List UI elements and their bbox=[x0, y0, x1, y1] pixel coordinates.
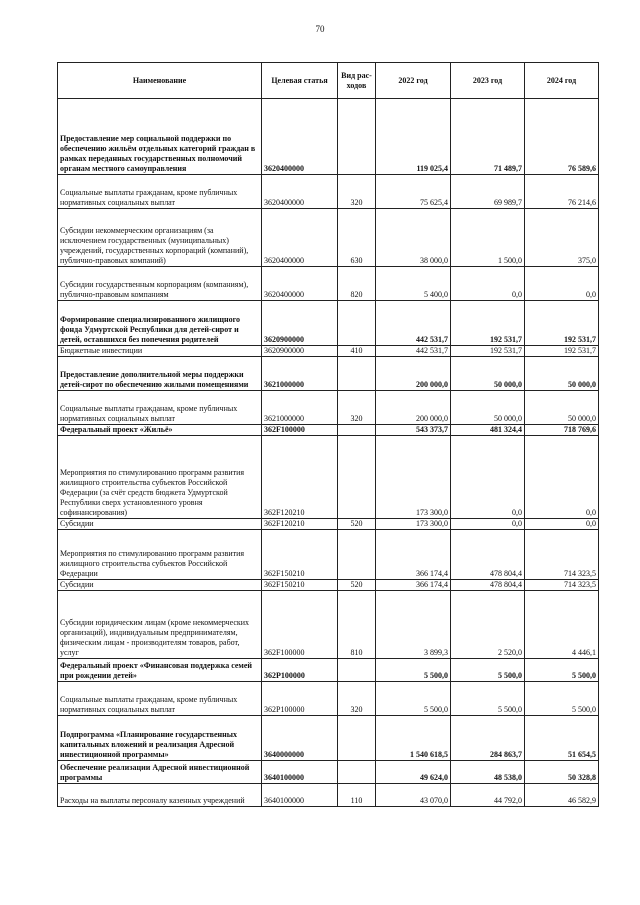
row-2023-cell: 284 863,7 bbox=[451, 716, 525, 761]
row-2022-cell: 366 174,4 bbox=[376, 580, 451, 591]
row-2024-cell: 50 328,8 bbox=[525, 761, 599, 784]
row-2022-cell: 366 174,4 bbox=[376, 530, 451, 580]
row-2024-cell: 5 500,0 bbox=[525, 659, 599, 682]
row-2022-cell: 3 899,3 bbox=[376, 591, 451, 659]
row-vid-cell: 820 bbox=[338, 267, 376, 301]
row-name-cell: Субсидии некоммерческим организациям (за исключением государственных (муниципальных) учреждений, государственных корпораций (компаний), публично-правовых компаний) bbox=[58, 209, 262, 267]
table-row bbox=[58, 436, 599, 519]
row-vid-cell bbox=[338, 301, 376, 346]
row-vid-cell bbox=[338, 530, 376, 580]
table-body bbox=[58, 99, 599, 807]
row-name-cell: Мероприятия по стимулированию программ развития жилищного строительства субъектов Российской Федерации bbox=[58, 530, 262, 580]
row-vid-cell: 110 bbox=[338, 784, 376, 807]
row-2024-cell: 375,0 bbox=[525, 209, 599, 267]
row-vid-cell: 320 bbox=[338, 682, 376, 716]
row-name-cell: Обеспечение реализации Адресной инвестиционной программы bbox=[58, 761, 262, 784]
row-2023-cell: 478 804,4 bbox=[451, 580, 525, 591]
row-code-cell: 3640100000 bbox=[262, 784, 338, 807]
row-2024-cell: 4 446,1 bbox=[525, 591, 599, 659]
table-row bbox=[58, 425, 599, 436]
row-2024-cell: 76 589,6 bbox=[525, 99, 599, 175]
row-2022-cell: 5 500,0 bbox=[376, 659, 451, 682]
row-2023-cell: 481 324,4 bbox=[451, 425, 525, 436]
row-2022-cell: 43 070,0 bbox=[376, 784, 451, 807]
table-header-row bbox=[58, 63, 599, 99]
page-number: 70 bbox=[315, 24, 325, 34]
row-vid-cell: 520 bbox=[338, 519, 376, 530]
row-vid-cell: 630 bbox=[338, 209, 376, 267]
header-code: Целевая статья bbox=[262, 63, 338, 99]
row-2022-cell: 173 300,0 bbox=[376, 436, 451, 519]
table-row bbox=[58, 267, 599, 301]
row-2022-cell: 49 624,0 bbox=[376, 761, 451, 784]
budget-table bbox=[57, 62, 599, 807]
row-2023-cell: 192 531,7 bbox=[451, 301, 525, 346]
row-name-cell: Субсидии государственным корпорациям (компаниям), публично-правовым компаниям bbox=[58, 267, 262, 301]
table-row bbox=[58, 784, 599, 807]
row-code-cell: 362F100000 bbox=[262, 591, 338, 659]
row-code-cell: 3621000000 bbox=[262, 391, 338, 425]
row-code-cell: 362F100000 bbox=[262, 425, 338, 436]
row-2023-cell: 44 792,0 bbox=[451, 784, 525, 807]
row-2023-cell: 2 520,0 bbox=[451, 591, 525, 659]
row-name-cell: Социальные выплаты гражданам, кроме публичных нормативных социальных выплат bbox=[58, 391, 262, 425]
row-code-cell: 3640000000 bbox=[262, 716, 338, 761]
row-2022-cell: 442 531,7 bbox=[376, 301, 451, 346]
row-2022-cell: 5 500,0 bbox=[376, 682, 451, 716]
row-code-cell: 3620400000 bbox=[262, 267, 338, 301]
row-2024-cell: 0,0 bbox=[525, 519, 599, 530]
table-row bbox=[58, 591, 599, 659]
row-name-cell: Федеральный проект «Финансовая поддержка семей при рождении детей» bbox=[58, 659, 262, 682]
row-code-cell: 362F120210 bbox=[262, 519, 338, 530]
row-2023-cell: 0,0 bbox=[451, 519, 525, 530]
row-2024-cell: 718 769,6 bbox=[525, 425, 599, 436]
row-2022-cell: 173 300,0 bbox=[376, 519, 451, 530]
row-2023-cell: 478 804,4 bbox=[451, 530, 525, 580]
row-2023-cell: 0,0 bbox=[451, 267, 525, 301]
table-row bbox=[58, 580, 599, 591]
row-2023-cell: 71 489,7 bbox=[451, 99, 525, 175]
row-name-cell: Расходы на выплаты персоналу казенных учреждений bbox=[58, 784, 262, 807]
table-row bbox=[58, 716, 599, 761]
row-2022-cell: 5 400,0 bbox=[376, 267, 451, 301]
row-code-cell: 3620400000 bbox=[262, 99, 338, 175]
row-2024-cell: 192 531,7 bbox=[525, 301, 599, 346]
table-row bbox=[58, 357, 599, 391]
row-code-cell: 3620900000 bbox=[262, 346, 338, 357]
row-code-cell: 362P100000 bbox=[262, 682, 338, 716]
row-code-cell: 3620400000 bbox=[262, 209, 338, 267]
row-code-cell: 362F150210 bbox=[262, 530, 338, 580]
row-2024-cell: 0,0 bbox=[525, 267, 599, 301]
row-2024-cell: 51 654,5 bbox=[525, 716, 599, 761]
row-2024-cell: 5 500,0 bbox=[525, 682, 599, 716]
row-name-cell: Бюджетные инвестиции bbox=[58, 346, 262, 357]
row-vid-cell: 320 bbox=[338, 175, 376, 209]
row-vid-cell: 810 bbox=[338, 591, 376, 659]
row-name-cell: Социальные выплаты гражданам, кроме публичных нормативных социальных выплат bbox=[58, 682, 262, 716]
row-2024-cell: 76 214,6 bbox=[525, 175, 599, 209]
header-2023: 2023 год bbox=[451, 63, 525, 99]
table-row bbox=[58, 659, 599, 682]
row-2022-cell: 119 025,4 bbox=[376, 99, 451, 175]
row-vid-cell bbox=[338, 425, 376, 436]
row-vid-cell bbox=[338, 659, 376, 682]
row-code-cell: 362P100000 bbox=[262, 659, 338, 682]
row-2024-cell: 50 000,0 bbox=[525, 391, 599, 425]
table-row bbox=[58, 209, 599, 267]
table-row bbox=[58, 175, 599, 209]
row-2023-cell: 0,0 bbox=[451, 436, 525, 519]
header-vid: Вид рас-ходов bbox=[338, 63, 376, 99]
table-row bbox=[58, 99, 599, 175]
row-vid-cell bbox=[338, 357, 376, 391]
row-vid-cell: 410 bbox=[338, 346, 376, 357]
row-vid-cell bbox=[338, 99, 376, 175]
row-code-cell: 362F150210 bbox=[262, 580, 338, 591]
row-name-cell: Предоставление мер социальной поддержки по обеспечению жильём отдельных категорий граждан в рамках переданных государственных полномочий органам местного самоуправления bbox=[58, 99, 262, 175]
table-row bbox=[58, 519, 599, 530]
table-row bbox=[58, 301, 599, 346]
row-2024-cell: 192 531,7 bbox=[525, 346, 599, 357]
table-row bbox=[58, 682, 599, 716]
row-name-cell: Формирование специализированного жилищного фонда Удмуртской Республики для детей-сирот и детей, оставшихся без попечения родителей bbox=[58, 301, 262, 346]
row-2022-cell: 442 531,7 bbox=[376, 346, 451, 357]
header-2024: 2024 год bbox=[525, 63, 599, 99]
row-2024-cell: 46 582,9 bbox=[525, 784, 599, 807]
row-name-cell: Федеральный проект «Жильё» bbox=[58, 425, 262, 436]
row-2024-cell: 714 323,5 bbox=[525, 580, 599, 591]
row-vid-cell: 520 bbox=[338, 580, 376, 591]
row-code-cell: 3640100000 bbox=[262, 761, 338, 784]
row-2023-cell: 48 538,0 bbox=[451, 761, 525, 784]
row-2023-cell: 50 000,0 bbox=[451, 391, 525, 425]
row-2022-cell: 1 540 618,5 bbox=[376, 716, 451, 761]
row-vid-cell bbox=[338, 716, 376, 761]
row-2023-cell: 5 500,0 bbox=[451, 682, 525, 716]
row-2022-cell: 75 625,4 bbox=[376, 175, 451, 209]
row-2024-cell: 50 000,0 bbox=[525, 357, 599, 391]
row-2022-cell: 38 000,0 bbox=[376, 209, 451, 267]
header-name: Наименование bbox=[58, 63, 262, 99]
row-2023-cell: 5 500,0 bbox=[451, 659, 525, 682]
row-2024-cell: 714 323,5 bbox=[525, 530, 599, 580]
row-name-cell: Социальные выплаты гражданам, кроме публичных нормативных социальных выплат bbox=[58, 175, 262, 209]
row-vid-cell: 320 bbox=[338, 391, 376, 425]
row-code-cell: 3620900000 bbox=[262, 301, 338, 346]
row-code-cell: 362F120210 bbox=[262, 436, 338, 519]
row-code-cell: 3620400000 bbox=[262, 175, 338, 209]
row-2023-cell: 1 500,0 bbox=[451, 209, 525, 267]
row-name-cell: Подпрограмма «Планирование государственных капитальных вложений и реализация Адресной инвестиционной программы» bbox=[58, 716, 262, 761]
row-name-cell: Субсидии bbox=[58, 580, 262, 591]
table-row bbox=[58, 346, 599, 357]
row-name-cell: Предоставление дополнительной меры поддержки детей-сирот по обеспечению жилыми помещениями bbox=[58, 357, 262, 391]
header-2022: 2022 год bbox=[376, 63, 451, 99]
row-name-cell: Субсидии bbox=[58, 519, 262, 530]
table-row bbox=[58, 761, 599, 784]
table-row bbox=[58, 530, 599, 580]
row-2024-cell: 0,0 bbox=[525, 436, 599, 519]
row-code-cell: 3621000000 bbox=[262, 357, 338, 391]
row-name-cell: Субсидии юридическим лицам (кроме некоммерческих организаций), индивидуальным предпринимателям, физическим лицам - производителям товаров, работ, услуг bbox=[58, 591, 262, 659]
row-name-cell: Мероприятия по стимулированию программ развития жилищного строительства субъектов Российской Федерации (за счёт средств бюджета Удмуртской Республики сверх установленного уровня софинансирования) bbox=[58, 436, 262, 519]
row-vid-cell bbox=[338, 436, 376, 519]
row-2023-cell: 69 989,7 bbox=[451, 175, 525, 209]
row-2023-cell: 192 531,7 bbox=[451, 346, 525, 357]
table-row bbox=[58, 391, 599, 425]
row-2022-cell: 543 373,7 bbox=[376, 425, 451, 436]
row-2022-cell: 200 000,0 bbox=[376, 357, 451, 391]
row-2023-cell: 50 000,0 bbox=[451, 357, 525, 391]
row-2022-cell: 200 000,0 bbox=[376, 391, 451, 425]
row-vid-cell bbox=[338, 761, 376, 784]
